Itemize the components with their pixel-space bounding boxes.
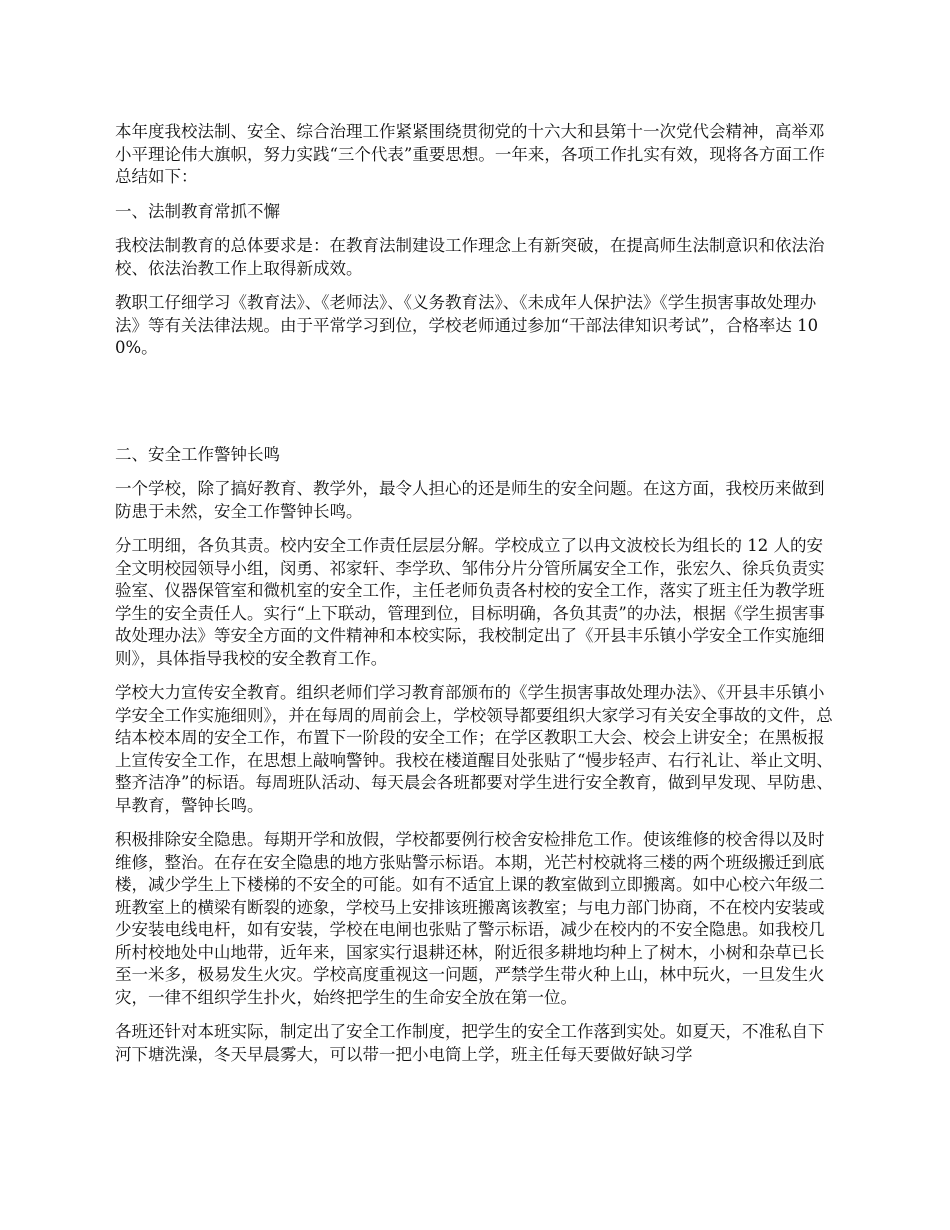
paragraph: 积极排除安全隐患。每期开学和放假，学校都要例行校舍安检排危工作。使该维修的校舍得以及时维修，整治。在存在安全隐患的地方张贴警示标语。本期，光芒村校就将三楼的两个班级搬迁到底楼，减少学生上下楼梯的不安全的可能。如有不适宜上课的教室做到立即搬离。如中心校六年级二班教室上的横梁有断裂的迹象，学校马上安排该班搬离该教室；与电力部门协商，不在校内安装或少安装电线电杆，如有安装，学校在电闸也张贴了警示标语，减少在校内的不安全隐患。如我校几所村校地处中山地带，近年来，国家实行退耕还林，附近很多耕地均种上了树木，小树和杂草已长至一米多，极易发生火灾。学校高度重视这一问题，严禁学生带火种上山，林中玩火，一旦发生火灾，一律不组织学生扑火，始终把学生的生命安全放在第一位。 — [115, 830, 825, 1007]
section-heading-safety-work: 二、安全工作警钟长鸣 — [115, 444, 280, 464]
intro-paragraph: 本年度我校法制、安全、综合治理工作紧紧围绕贯彻党的十六大和县第十一次党代会精神，高举邓小平理论伟大旗帜，努力实践“三个代表”重要思想。一年来，各项工作扎实有效，现将各方面工作总结如下： — [115, 122, 825, 186]
paragraph: 各班还针对本班实际，制定出了安全工作制度，把学生的安全工作落到实处。如夏天，不准私自下河下塘洗澡，冬天早晨雾大，可以带一把小电筒上学，班主任每天要做好缺习学 — [115, 1022, 825, 1064]
section-heading-legal-education: 一、法制教育常抓不懈 — [115, 201, 280, 221]
paragraph: 教职工仔细学习《教育法》、《老师法》、《义务教育法》、《未成年人保护法》《学生损害事故处理办法》等有关法律法规。由于平常学习到位，学校老师通过参加“干部法律知识考试”，合格率达 100%。 — [115, 293, 819, 357]
blank-space — [115, 372, 839, 444]
document-page — [115, 121, 839, 1078]
paragraph: 分工明细，各负其责。校内安全工作责任层层分解。学校成立了以冉文波校长为组长的 12 人的安全文明校园领导小组，闵勇、祁家轩、李学玖、邹伟分片分管所属安全工作，张宏久、徐兵负责实验室、仪器保管室和微机室的安全工作，主任老师负责各村校的安全工作，落实了班主任为教学班学生的安全责任人。实行“上下联动，管理到位，目标明确，各负其责”的办法，根据《学生损害事故处理办法》等安全方面的文件精神和本校实际，我校制定出了《开县丰乐镇小学安全工作实施细则》，具体指导我校的安全教育工作。 — [115, 536, 825, 668]
paragraph: 我校法制教育的总体要求是：在教育法制建设工作理念上有新突破，在提高师生法制意识和依法治校、依法治教工作上取得新成效。 — [115, 236, 825, 278]
paragraph: 学校大力宣传安全教育。组织老师们学习教育部颁布的《学生损害事故处理办法》、《开县丰乐镇小学安全工作实施细则》，并在每周的周前会上，学校领导都要组织大家学习有关安全事故的文件，总结本校本周的安全工作，布置下一阶段的安全工作；在学区教职工大会、校会上讲安全；在黑板报上宣传安全工作，在思想上敲响警钟。我校在楼道醒目处张贴了“慢步轻声、右行礼让、举止文明、整齐洁净”的标语。每周班队活动、每天晨会各班都要对学生进行安全教育，做到早发现、早防患、早教育，警钟长鸣。 — [115, 683, 833, 815]
paragraph: 一个学校，除了搞好教育、教学外，最令人担心的还是师生的安全问题。在这方面，我校历来做到防患于未然，安全工作警钟长鸣。 — [115, 479, 825, 521]
